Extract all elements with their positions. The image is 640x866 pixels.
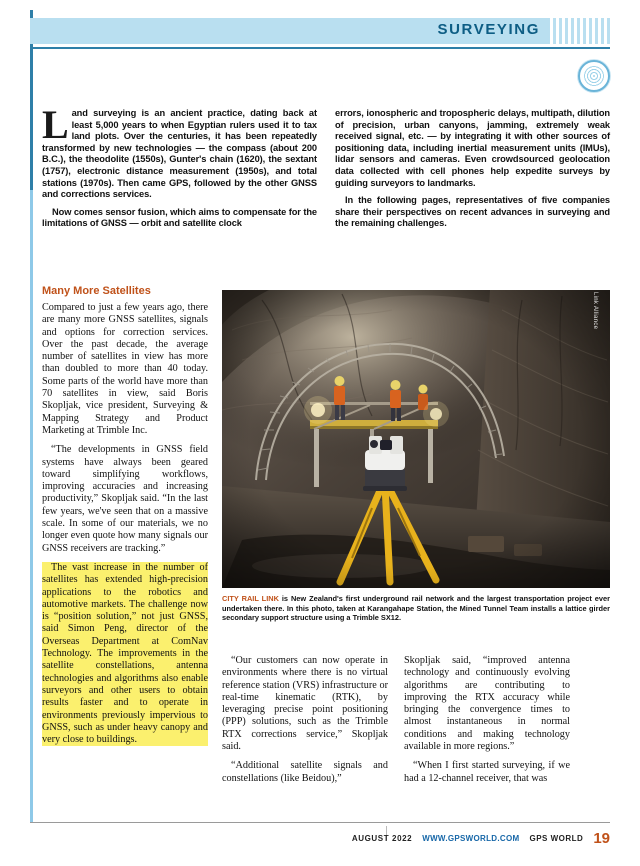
intro-block — [42, 102, 610, 236]
intro-paragraph-2: Now comes sensor fusion, which aims to compensate for the limitations of GNSS — orbit and satellite clock — [42, 206, 317, 229]
body-column-right — [404, 655, 570, 792]
subsection-heading: Many More Satellites — [42, 285, 151, 297]
intro-column-right — [335, 108, 610, 236]
intro-paragraph-1 — [42, 102, 317, 201]
right-paragraph-1: Skopljak said, “improved antenna technology and continuously evolving algorithms are contributing to improving the RTX accuracy while bringing the convergence times to almost instantaneous in normal conditions and making technology available in more regions.” — [404, 655, 570, 753]
body-column-middle — [222, 655, 388, 792]
intro-paragraph-3: errors, ionospheric and tropospheric delays, multipath, dilution of precision, urban canyons, jamming, extremely weak received signal, etc. — by integrating it with other sources of positioning data, including inertial measurement units (IMUs), lidar sensors and cameras. Even crowdsourced geolocation data collected with cell phones help expedite surveys by guiding surveyors to landmarks. — [335, 108, 610, 188]
header-underline — [30, 47, 610, 49]
footer-rule — [30, 822, 610, 823]
body-column-left — [42, 302, 208, 753]
right-paragraph-2: “When I first started surveying, if we had a 12-channel receiver, that was — [404, 760, 570, 784]
intro-column-left — [42, 102, 317, 236]
photo-credit: Link Alliance — [592, 292, 598, 330]
left-paragraph-2: “The developments in GNSS field systems have always been geared toward simplifying workflows, improving accuracies and increasing productivity,” Skopljak said. “In the last few years, we've seen that on a massive scale. In some of our materials, we no longer even quote how many signals our GNSS receivers are tracking.” — [42, 444, 208, 554]
header-stripes — [550, 18, 610, 44]
footer-website-link[interactable]: WWW.GPSWORLD.COM — [422, 834, 520, 843]
section-title: SURVEYING — [437, 21, 540, 38]
drop-cap: L — [42, 102, 69, 147]
mid-paragraph-1: “Our customers can now operate in environments where there is no virtual reference station (VRS) infrastructure or real-time kinematic (RTK), by leveraging precise point positioning (PPP) solutions, such as the Trimble RTX corrections service,” Skopljak said. — [222, 655, 388, 753]
tunnel-construction-photo — [222, 290, 610, 588]
emblem-inner-rings — [584, 66, 604, 86]
page-number: 19 — [593, 830, 610, 847]
footer-issue-date: AUGUST 2022 — [351, 834, 413, 843]
photo-caption — [222, 594, 610, 623]
left-paragraph-3-highlighted: The vast increase in the number of satellites has extended high-precision applications to the robotics and automotive markets. The challenge now is “position solution,” not just GNSS, said Simon Peng, director of the Overseas Department at ComNav Technology. The improvements in the satellite constellations, antenna technologies and algorithms also enable surveyors and other users to obtain results faster and to operate in environments previously impervious to GNSS, such as under heavy canopy and very close to buildings. — [42, 561, 208, 746]
left-paragraph-1: Compared to just a few years ago, there are many more GNSS satellites, signals and options for correction services. Over the past decade, the average number of satellites in view has more than doubled to more than 40 today. Some parts of the world have more than 70 satellites in view, said Boris Skopljak, vice president, Surveying & Mapping Strategy and Product Marketing at Trimble Inc. — [42, 302, 208, 436]
intro-text-1: and surveying is an ancient practice, dating back at least 5,000 years to when Egyptian rulers used it to tax land plots. Over the centuries, it has been repeatedly transformed by new technologies — the compass (about 200 B.C.), the theodolite (1550s), Gunter's chain (1620), the sextant (1757), electronic distance measurement (1950s), and total stations (1970s). Then came GPS, followed by the other GNSS and corrections services. — [42, 108, 317, 200]
mid-paragraph-2: “Additional satellite signals and constellations (like Beidou),” — [222, 760, 388, 784]
caption-text: is New Zealand's first underground rail network and the largest transportation project ever undertaken there. In this photo, taken at Karangahape Station, the Mined Tunnel Team installs a lattice girder secondary support structure using a Trimble SX12. — [222, 594, 610, 623]
intro-paragraph-4: In the following pages, representatives of five companies share their perspectives on recent advances in surveying and the remaining challenges. — [335, 195, 610, 229]
page-footer — [30, 828, 610, 848]
caption-lead: CITY RAIL LINK — [222, 594, 279, 603]
footer-items — [352, 828, 610, 845]
footer-brand: GPS WORLD — [529, 834, 584, 843]
page-header — [30, 18, 610, 52]
article-photo — [222, 290, 610, 588]
decorative-circle-emblem — [578, 60, 610, 92]
